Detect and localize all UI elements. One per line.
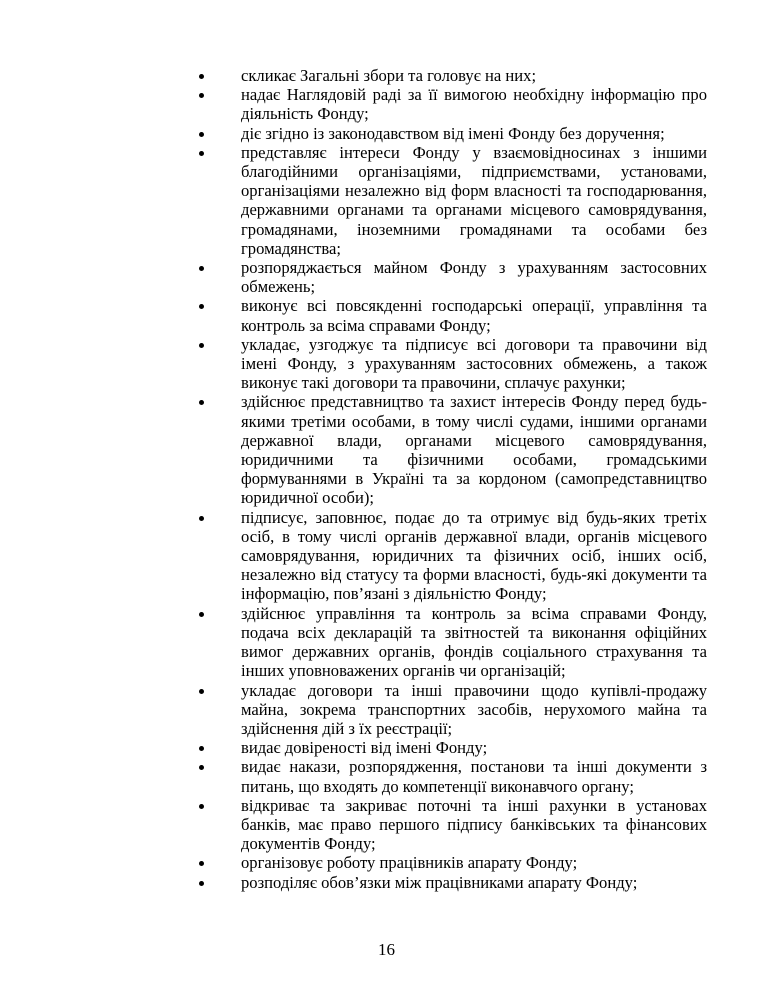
bullet-icon <box>199 765 204 770</box>
list-item <box>199 335 707 393</box>
list-item <box>199 296 707 334</box>
bullet-icon <box>199 266 204 271</box>
page-number: 16 <box>378 940 395 959</box>
list-item-text: надає Наглядовій раді за її вимогою необхідну інформацію про діяльність Фонду; <box>241 85 707 124</box>
bullet-icon <box>199 151 204 156</box>
bullet-icon <box>199 343 204 348</box>
list-item <box>199 258 707 296</box>
list-item-text: видає накази, розпорядження, постанови та інші документи з питань, що входять до компетенції виконавчого органу; <box>241 757 707 796</box>
list-item <box>199 392 707 507</box>
list-item <box>199 757 707 795</box>
bullet-icon <box>199 612 204 617</box>
bullet-icon <box>199 746 204 751</box>
list-item-text: діє згідно із законодавством від імені Фонду без доручення; <box>241 123 665 143</box>
list-item <box>199 66 707 85</box>
bullet-icon <box>199 400 204 405</box>
list-item <box>199 604 707 681</box>
bullet-icon <box>199 861 204 866</box>
list-item-text: здійснює управління та контроль за всіма справами Фонду, подача всіх декларацій та звітностей та виконання офіційних вимог державних органів, фондів соціального страхування та інших уповноважених органів чи організацій; <box>241 603 707 681</box>
list-item-text: виконує всі повсякденні господарські операції, управління та контроль за всіма справами Фонду; <box>241 296 707 335</box>
list-item <box>199 853 707 872</box>
list-item <box>199 143 707 258</box>
list-item-text: видає довіреності від імені Фонду; <box>241 738 488 758</box>
bullet-icon <box>199 304 204 309</box>
bullet-icon <box>199 132 204 137</box>
list-item-text: організовує роботу працівників апарату Фонду; <box>241 853 578 873</box>
list-item <box>199 796 707 854</box>
list-item-text: здійснює представництво та захист інтересів Фонду перед будь-якими третіми особами, в тому числі судами, іншими органами державної влади, органами місцевого самоврядування, юридичними та фізичними особами, громадськими формуваннями в Україні та за кордоном (самопредставництво юридичної особи); <box>241 392 707 508</box>
bullet-icon <box>199 689 204 694</box>
bullet-icon <box>199 93 204 98</box>
list-item-text: підписує, заповнює, подає до та отримує від будь-яких третіх осіб, в тому числі органів державної влади, органів місцевого самоврядування, юридичних та фізичних осіб, інших осіб, незалежно від статусу та форми власності, будь-які документи та інформацію, пов’язані з діяльністю Фонду; <box>241 507 707 604</box>
list-item <box>199 85 707 123</box>
list-item <box>199 873 707 892</box>
list-item-text: укладає, узгоджує та підписує всі договори та правочини від імені Фонду, з урахуванням застосовних обмежень, а також виконує такі договори та правочини, сплачує рахунки; <box>241 334 707 393</box>
list-item <box>199 124 707 143</box>
list-item-text: представляє інтереси Фонду у взаємовідносинах з іншими благодійними організаціями, підприємствами, установами, організаціями незалежно від форм власності та господарювання, державними органами та органами місцевого самоврядування, громадянами, іноземними громадянами та особами без громадянства; <box>241 142 707 258</box>
bullet-icon <box>199 516 204 521</box>
list-item <box>199 508 707 604</box>
list-item-text: відкриває та закриває поточні та інші рахунки в установах банків, має право першого підпису банківських та фінансових документів Фонду; <box>241 795 707 854</box>
bullet-icon <box>199 74 204 79</box>
list-item-text: розподіляє обов’язки між працівниками апарату Фонду; <box>241 872 638 892</box>
list-item <box>199 681 707 739</box>
bullet-icon <box>199 881 204 886</box>
list-item-text: розпоряджається майном Фонду з урахуванням застосовних обмежень; <box>241 258 707 297</box>
list-item-text: скликає Загальні збори та головує на них; <box>241 66 537 85</box>
page-content <box>199 66 707 892</box>
bullet-list <box>199 66 707 892</box>
bullet-icon <box>199 804 204 809</box>
list-item <box>199 738 707 757</box>
list-item-text: укладає договори та інші правочини щодо купівлі-продажу майна, зокрема транспортних засобів, нерухомого майна та здійснення дій з їх реєстрації; <box>241 680 707 738</box>
